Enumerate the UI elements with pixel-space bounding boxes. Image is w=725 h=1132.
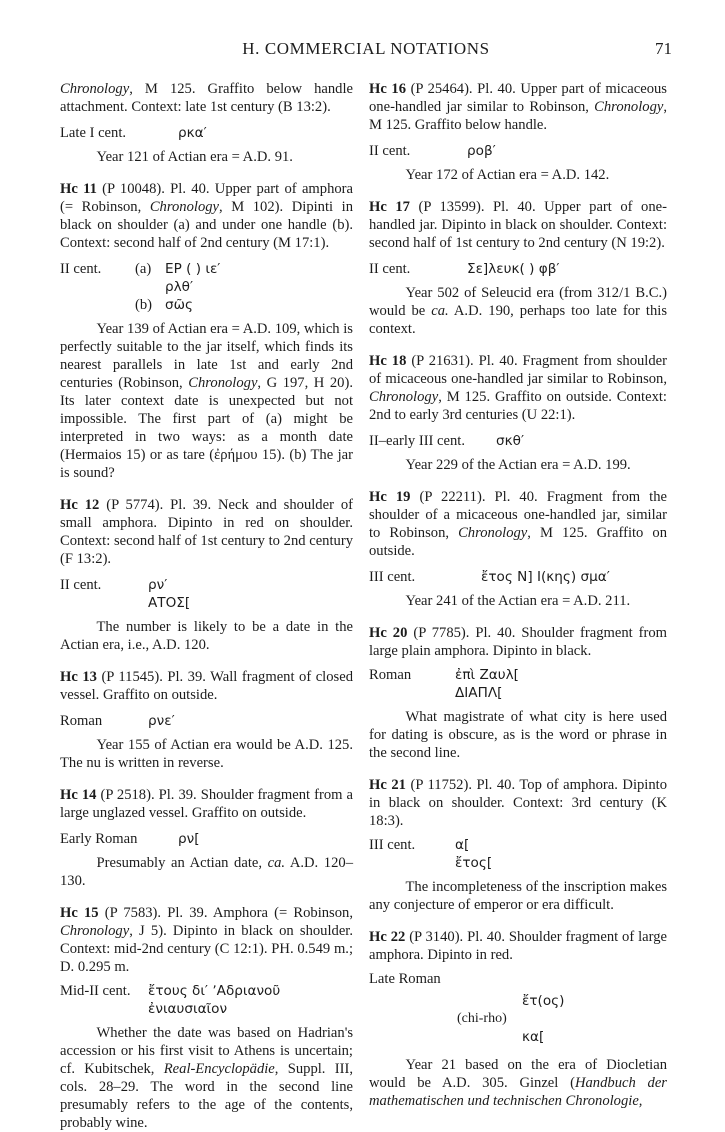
greek-text: ροβ′ [467,143,496,159]
entry-note: Year 172 of Actian era = A.D. 142. [405,167,610,183]
note-text: A.D. 120–130. [60,855,353,889]
entry-note: Year 155 of Actian era would be A.D. 125. The nu is written in reverse. [60,737,353,771]
chi-rho-label: (chi-rho) [457,1011,507,1026]
entry-hc11 [60,180,353,482]
entry-body: , J 5). Dipinto in black on shoulder. Context: mid-2nd century (C 12:1). PH. 0.549 m.; D. 0.295 m. [60,923,353,975]
entry-body: (P 7785). Pl. 40. Shoulder fragment from large plain amphora. Dipinto in black. [369,625,667,659]
note-text: Year 502 of Seleucid era (from 312/1 B.C.) would be [369,285,667,319]
greek-text: σῶς [165,297,193,313]
entry-body: (P 13599). Pl. 40. Upper part of one-handled jar. Dipinto in black on shoulder. Context: second half of 1st century to 2nd century (N 19:2). [369,199,667,251]
entry-id: Hc 20 [369,625,408,641]
right-column [369,80,667,1110]
entry-id: Hc 11 [60,181,97,197]
date-label: Early Roman [60,831,138,847]
entry-body: (P 25464). Pl. 40. Upper part of micaceous one-handled jar similar to Robinson, [369,81,667,115]
entry-body: (P 5774). Pl. 39. Neck and shoulder of small amphora. Dipinto in red on shoulder. Context: second half of 1st century to 2nd century (F 13:2). [60,497,353,567]
inscription-row [369,666,667,702]
entry-text [60,80,353,116]
entry-continuation [60,80,353,166]
entry-text [60,904,353,976]
entry-id: Hc 17 [369,199,410,215]
entry-hc13 [60,668,353,772]
greek-text: ρν′ [148,577,168,593]
date-label: Roman [369,667,412,683]
inscription-block [369,992,667,1050]
date-label: Late Roman [369,971,441,987]
greek-text: ἔτος[ [455,855,493,871]
greek-text: ἔτος Ν] Ι(κης) σμα′ [481,569,610,585]
entry-id: Hc 21 [369,777,406,793]
abbrev: ca. [431,303,449,319]
entry-note [369,1056,667,1110]
inscription-row [369,142,667,160]
entry-hc20 [369,624,667,762]
note-text: , G 197, H 20). Its later context date is unexpected but not impossible. The first part of (a) might be interpreted in two ways: as a month date (Hermaios 15) or as tare (ἐρήμου 15). (b) The jar is sound? [60,375,353,481]
entry-id: Hc 12 [60,497,100,513]
inscription-row [369,432,667,450]
abbrev: ca. [267,855,286,871]
sub-label: (a) [135,261,152,277]
entry-note: What magistrate of what city is here used for dating is obscure, as is the word or phrase in the second line. [369,709,667,761]
ref-title: Handbuch der mathematischen und technischen Chronologie, [369,1075,667,1109]
ref-title: Real-Encyclopädie [163,1061,275,1077]
inscription-block [135,260,220,314]
greek-text: ΕΡ ( ) ιε′ [165,261,221,277]
entry-hc22 [369,928,667,1110]
entry-id: Hc 18 [369,353,407,369]
greek-text: ΑΤΟΣ[ [148,595,191,611]
entry-note: Year 121 of Actian era = A.D. 91. [96,149,293,165]
entry-hc17 [369,198,667,338]
entry-text [369,488,667,560]
entry-text [369,198,667,252]
entry-note: The number is likely to be a date in the Actian era, i.e., A.D. 120. [60,619,353,653]
entry-body: , M 125. Graffito on outside. Context: 2nd to early 3rd centuries (U 22:1). [369,389,667,423]
inscription-row [60,576,353,612]
running-header [60,40,672,64]
entry-text [369,776,667,830]
entry-note: The incompleteness of the inscription makes any conjecture of emperor or era difficult. [369,879,667,913]
greek-text: ἔτ(ος) [522,993,565,1009]
inscription-row [60,712,353,730]
greek-text: ἐπὶ Ζαυλ[ [455,667,519,683]
entry-text [60,496,353,568]
left-column [60,80,353,1132]
entry-id: Hc 13 [60,669,97,685]
entry-body: , M 102). Dipinti in black on shoulder (a) and under one handle (b). Context: second half of 2nd century (M 17:1). [60,199,353,251]
inscription-row [60,260,353,314]
entry-id: Hc 15 [60,905,99,921]
inscription-row [60,124,353,142]
entry-text [369,624,667,660]
ref-title: Chronology [594,99,664,115]
greek-text: ρκα′ [178,125,207,141]
greek-text: ρλθ′ [165,279,194,295]
greek-text: ΔΙΑΠΛ[ [455,685,503,701]
ref-title: Chronology [149,199,220,215]
greek-text: κα[ [522,1029,545,1045]
entry-id: Hc 22 [369,929,406,945]
ref-title: Chronology [60,923,130,939]
date-label: II cent. [369,143,411,159]
date-label: Mid-II cent. [60,983,131,999]
entry-text [369,80,667,134]
entry-hc21 [369,776,667,914]
entry-body: , M 125. Graffito below handle. [369,99,667,133]
entry-id: Hc 16 [369,81,406,97]
entry-note [60,854,353,890]
date-label: II cent. [60,577,102,593]
entry-body: (P 3140). Pl. 40. Shoulder fragment of large amphora. Dipinto in red. [369,929,667,963]
entry-text [60,180,353,252]
inscription-row [369,260,667,278]
note-text: Year 139 of Actian era = A.D. 109, which is perfectly suitable to the jar itself, which finds its nearest parallels in late 1st and early 2nd centuries (Robinson, [60,321,353,391]
ref-title: Chronology [369,389,439,405]
entry-id: Hc 19 [369,489,411,505]
entry-body: (P 11752). Pl. 40. Top of amphora. Dipinto in black on shoulder. Context: 3rd century (K 18:3). [369,777,667,829]
note-text: Presumably an Actian date, [96,855,268,871]
entry-hc14 [60,786,353,890]
date-label: II–early III cent. [369,433,466,449]
greek-text: Σε]λευκ( ) φβ′ [467,261,560,277]
note-text: Whether the date was based on Hadrian's accession or his first visit to Athens is uncertain; cf. Kubitschek, [60,1025,353,1077]
entry-text [60,786,353,822]
ref-title: Chronology [60,81,130,97]
entry-body: (P 11545). Pl. 39. Wall fragment of closed vessel. Graffito on outside. [60,669,353,703]
entry-body: (P 22211). Pl. 40. Fragment from the shoulder of a micaceous one-handled jar, similar to Robinson, [369,489,667,541]
greek-text: ἐνιαυσιαῖον [148,1001,228,1017]
entry-note [369,284,667,338]
ref-title: Chronology [458,525,528,541]
entry-note [60,320,353,482]
entry-body: (P 7583). Pl. 39. Amphora (= Robinson, [98,905,353,921]
entry-text [60,668,353,704]
entry-text [369,352,667,424]
entry-body: (P 21631). Pl. 40. Fragment from shoulder of micaceous one-handled jar similar to Robinson, [369,353,667,387]
greek-text: α[ [455,837,470,853]
note-text: A.D. 190, perhaps too late for this context. [369,303,667,337]
running-head-title: H. COMMERCIAL NOTATIONS [242,39,490,58]
greek-text: ρνε′ [148,713,175,729]
entry-note: Year 241 of the Actian era = A.D. 211. [405,593,631,609]
note-text: Year 21 based on the era of Diocletian would be A.D. 305. Ginzel ( [369,1057,667,1091]
entry-note [60,1024,353,1132]
entry-body: , M 125. Graffito below handle attachment. Context: late 1st century (B 13:2). [60,81,353,115]
entry-hc19 [369,488,667,610]
greek-text: σκθ′ [496,433,525,449]
entry-body: (P 10048). Pl. 40. Upper part of amphora (= Robinson, [60,181,353,215]
entry-id: Hc 14 [60,787,97,803]
date-label: II cent. [60,261,102,277]
date-label: Late I cent. [60,125,127,141]
date-label: Roman [60,713,103,729]
inscription-row [369,836,667,872]
date-label: III cent. [369,569,416,585]
greek-text: ἔτους δι′ ʼΑδριανοῦ [148,983,281,999]
entry-hc15 [60,904,353,1132]
inscription-a [135,260,220,296]
inscription-b [135,296,220,314]
date-label: III cent. [369,837,416,853]
entry-body: , M 125. Graffito on outside. [369,525,668,559]
inscription-row [60,830,353,848]
inscription-row [60,982,353,1018]
ref-title: Chronology [188,375,258,391]
entry-hc18 [369,352,667,474]
inscription-row [369,568,667,586]
entry-body: (P 2518). Pl. 39. Shoulder fragment from a large unglazed vessel. Graffito on outside. [60,787,353,821]
note-text: , Suppl. III, cols. 28–29. The word in the second line presumably refers to the age of the contents, probably wine. [60,1061,354,1131]
page-number: 71 [655,39,672,58]
entry-note: Year 229 of the Actian era = A.D. 199. [405,457,631,473]
greek-text: ρν[ [178,831,200,847]
entry-hc16 [369,80,667,184]
date-label: II cent. [369,261,411,277]
entry-hc12 [60,496,353,654]
sub-label: (b) [135,297,153,313]
entry-text [369,928,667,964]
